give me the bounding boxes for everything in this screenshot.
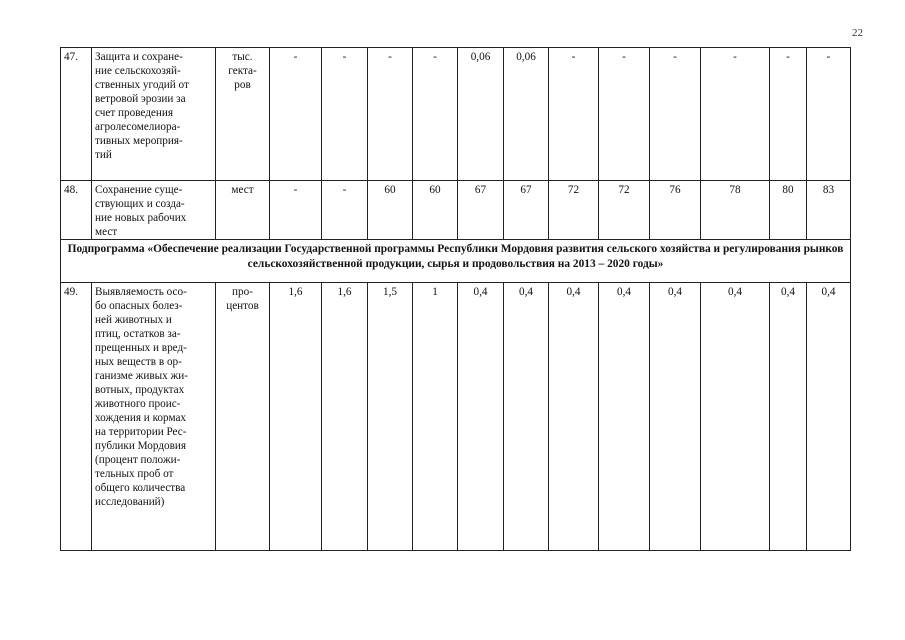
- value-cell: 78: [701, 181, 770, 240]
- value-cell: 60: [368, 181, 413, 240]
- value-cell: -: [650, 48, 701, 181]
- value-cell: -: [549, 48, 599, 181]
- value-cell: 72: [549, 181, 599, 240]
- value-cell: -: [770, 48, 807, 181]
- value-cell: -: [368, 48, 413, 181]
- table-row: [61, 48, 851, 181]
- value-cell: 0,4: [807, 283, 851, 551]
- value-cell: 67: [504, 181, 549, 240]
- value-cell: 0,4: [504, 283, 549, 551]
- value-cell: 0,06: [504, 48, 549, 181]
- unit-cell: тыс. гекта- ров: [216, 48, 270, 181]
- row-number: 47.: [61, 48, 92, 181]
- value-cell: 0,4: [701, 283, 770, 551]
- indicator-name: Сохранение суще- ствующих и созда- ние новых рабочих мест: [92, 181, 216, 240]
- value-cell: -: [322, 48, 368, 181]
- row-number: 49.: [61, 283, 92, 551]
- value-cell: 1: [413, 283, 458, 551]
- value-cell: 1,5: [368, 283, 413, 551]
- value-cell: -: [322, 181, 368, 240]
- value-cell: -: [599, 48, 650, 181]
- value-cell: 60: [413, 181, 458, 240]
- value-cell: 76: [650, 181, 701, 240]
- unit-cell: про- центов: [216, 283, 270, 551]
- page-number: 22: [852, 27, 863, 39]
- value-cell: -: [807, 48, 851, 181]
- value-cell: 0,4: [549, 283, 599, 551]
- subprogram-row: [61, 240, 851, 283]
- value-cell: 0,4: [650, 283, 701, 551]
- value-cell: 0,4: [770, 283, 807, 551]
- value-cell: -: [270, 181, 322, 240]
- indicators-table: [60, 47, 851, 551]
- unit-cell: мест: [216, 181, 270, 240]
- value-cell: 0,4: [599, 283, 650, 551]
- value-cell: 1,6: [270, 283, 322, 551]
- value-cell: 1,6: [322, 283, 368, 551]
- value-cell: 80: [770, 181, 807, 240]
- value-cell: -: [701, 48, 770, 181]
- value-cell: -: [413, 48, 458, 181]
- value-cell: 72: [599, 181, 650, 240]
- value-cell: -: [270, 48, 322, 181]
- value-cell: 0,4: [458, 283, 504, 551]
- value-cell: 67: [458, 181, 504, 240]
- subprogram-title: Подпрограмма «Обеспечение реализации Государственной программы Республики Мордовия развития сельского хозяйства и регулирования рынков сельскохозяйственной продукции, сырья и продовольствия на 2013 – 2020 годы»: [61, 240, 851, 283]
- table-row: [61, 283, 851, 551]
- row-number: 48.: [61, 181, 92, 240]
- indicator-name: Выявляемость осо- бо опасных болез- ней животных и птиц, остатков за- прещенных и вред- ных веществ в ор- ганизме живых жи- вотных, продуктах животного проис- хождения и кормах на территории Рес- публики Мордовия (процент положи- тельных проб от общего количества исследований): [92, 283, 216, 551]
- value-cell: 0,06: [458, 48, 504, 181]
- table-row: [61, 181, 851, 240]
- indicator-name: Защита и сохране- ние сельскохозяй- ственных угодий от ветровой эрозии за счет проведения агролесомелиора- тивных мероприя- тий: [92, 48, 216, 181]
- value-cell: 83: [807, 181, 851, 240]
